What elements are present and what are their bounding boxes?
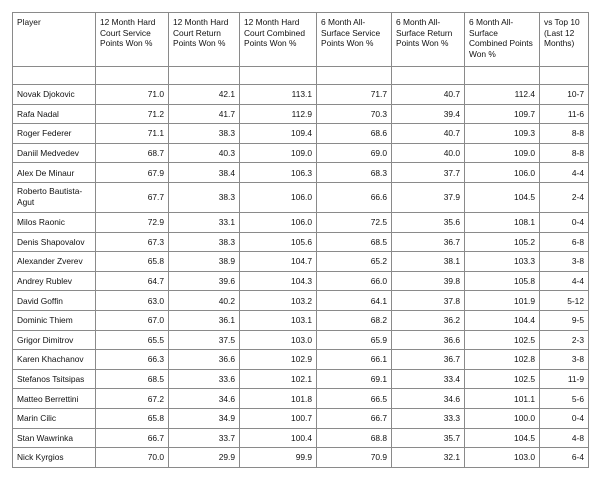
hard-combined-pct-cell: 99.9: [240, 448, 317, 468]
hard-service-pct-cell: 65.8: [96, 408, 169, 428]
player-name-cell: Grigor Dimitrov: [13, 330, 96, 350]
hard-combined-pct-cell: 105.6: [240, 232, 317, 252]
vs-top10-record-cell: 8-8: [540, 143, 589, 163]
header-vs-top10: vs Top 10 (Last 12 Months): [540, 13, 589, 67]
hard-service-pct-cell: 67.0: [96, 310, 169, 330]
hard-return-pct-cell: 38.4: [169, 163, 240, 183]
hard-combined-pct-cell: 101.8: [240, 389, 317, 409]
all-combined-pct-cell: 104.5: [465, 428, 540, 448]
table-row: [13, 389, 589, 409]
vs-top10-record-cell: 0-4: [540, 212, 589, 232]
player-name-cell: Karen Khachanov: [13, 350, 96, 370]
hard-combined-pct-cell: 103.2: [240, 291, 317, 311]
player-name-cell: Novak Djokovic: [13, 85, 96, 105]
vs-top10-record-cell: 4-4: [540, 163, 589, 183]
hard-return-pct-cell: 38.3: [169, 124, 240, 144]
player-name-cell: Daniil Medvedev: [13, 143, 96, 163]
hard-combined-pct-cell: 102.9: [240, 350, 317, 370]
hard-combined-pct-cell: 104.3: [240, 271, 317, 291]
all-service-pct-cell: 69.1: [317, 369, 392, 389]
player-name-cell: Milos Raonic: [13, 212, 96, 232]
hard-service-pct-cell: 63.0: [96, 291, 169, 311]
all-return-pct-cell: 37.9: [392, 182, 465, 212]
all-service-pct-cell: 66.7: [317, 408, 392, 428]
player-name-cell: Andrey Rublev: [13, 271, 96, 291]
hard-return-pct-cell: 34.9: [169, 408, 240, 428]
vs-top10-record-cell: 8-8: [540, 124, 589, 144]
all-service-pct-cell: 68.2: [317, 310, 392, 330]
all-service-pct-cell: 66.5: [317, 389, 392, 409]
all-combined-pct-cell: 108.1: [465, 212, 540, 232]
player-name-cell: Marin Cilic: [13, 408, 96, 428]
all-combined-pct-cell: 105.8: [465, 271, 540, 291]
hard-return-pct-cell: 40.2: [169, 291, 240, 311]
all-service-pct-cell: 72.5: [317, 212, 392, 232]
vs-top10-record-cell: 3-8: [540, 252, 589, 272]
hard-return-pct-cell: 41.7: [169, 104, 240, 124]
hard-service-pct-cell: 67.2: [96, 389, 169, 409]
hard-return-pct-cell: 38.3: [169, 232, 240, 252]
table-row: [13, 124, 589, 144]
vs-top10-record-cell: 3-8: [540, 350, 589, 370]
hard-combined-pct-cell: 109.4: [240, 124, 317, 144]
all-service-pct-cell: 68.5: [317, 232, 392, 252]
hard-return-pct-cell: 36.6: [169, 350, 240, 370]
all-return-pct-cell: 36.7: [392, 350, 465, 370]
all-service-pct-cell: 69.0: [317, 143, 392, 163]
hard-service-pct-cell: 65.8: [96, 252, 169, 272]
hard-return-pct-cell: 29.9: [169, 448, 240, 468]
header-12m-hard-service: 12 Month Hard Court Service Points Won %: [96, 13, 169, 67]
hard-combined-pct-cell: 104.7: [240, 252, 317, 272]
all-service-pct-cell: 70.9: [317, 448, 392, 468]
all-return-pct-cell: 35.7: [392, 428, 465, 448]
hard-return-pct-cell: 33.6: [169, 369, 240, 389]
header-6m-all-service: 6 Month All-Surface Service Points Won %: [317, 13, 392, 67]
player-name-cell: Stan Wawrinka: [13, 428, 96, 448]
hard-return-pct-cell: 36.1: [169, 310, 240, 330]
hard-return-pct-cell: 33.1: [169, 212, 240, 232]
all-combined-pct-cell: 105.2: [465, 232, 540, 252]
all-return-pct-cell: 39.4: [392, 104, 465, 124]
table-row: [13, 143, 589, 163]
table-row: [13, 85, 589, 105]
all-combined-pct-cell: 100.0: [465, 408, 540, 428]
table-row: [13, 104, 589, 124]
blank-cell: [96, 67, 169, 85]
all-service-pct-cell: 68.6: [317, 124, 392, 144]
all-return-pct-cell: 36.2: [392, 310, 465, 330]
player-name-cell: Alexander Zverev: [13, 252, 96, 272]
all-return-pct-cell: 32.1: [392, 448, 465, 468]
blank-cell: [392, 67, 465, 85]
table-row: [13, 182, 589, 212]
vs-top10-record-cell: 5-6: [540, 389, 589, 409]
all-service-pct-cell: 70.3: [317, 104, 392, 124]
hard-combined-pct-cell: 106.0: [240, 212, 317, 232]
all-return-pct-cell: 40.0: [392, 143, 465, 163]
blank-cell: [169, 67, 240, 85]
hard-combined-pct-cell: 106.3: [240, 163, 317, 183]
vs-top10-record-cell: 11-9: [540, 369, 589, 389]
hard-service-pct-cell: 67.9: [96, 163, 169, 183]
hard-return-pct-cell: 42.1: [169, 85, 240, 105]
blank-cell: [13, 67, 96, 85]
table-row: [13, 252, 589, 272]
hard-service-pct-cell: 67.3: [96, 232, 169, 252]
header-6m-all-return: 6 Month All-Surface Return Points Won %: [392, 13, 465, 67]
header-12m-hard-return: 12 Month Hard Court Return Points Won %: [169, 13, 240, 67]
table-row: [13, 428, 589, 448]
all-return-pct-cell: 39.8: [392, 271, 465, 291]
vs-top10-record-cell: 5-12: [540, 291, 589, 311]
all-service-pct-cell: 66.0: [317, 271, 392, 291]
all-return-pct-cell: 33.4: [392, 369, 465, 389]
all-return-pct-cell: 40.7: [392, 124, 465, 144]
all-service-pct-cell: 66.1: [317, 350, 392, 370]
all-combined-pct-cell: 101.9: [465, 291, 540, 311]
player-name-cell: Roger Federer: [13, 124, 96, 144]
all-combined-pct-cell: 102.5: [465, 369, 540, 389]
all-return-pct-cell: 35.6: [392, 212, 465, 232]
table-row: [13, 448, 589, 468]
player-name-cell: Rafa Nadal: [13, 104, 96, 124]
table-row: [13, 291, 589, 311]
all-service-pct-cell: 66.6: [317, 182, 392, 212]
vs-top10-record-cell: 2-3: [540, 330, 589, 350]
all-return-pct-cell: 36.7: [392, 232, 465, 252]
table-row: [13, 212, 589, 232]
all-return-pct-cell: 38.1: [392, 252, 465, 272]
hard-combined-pct-cell: 102.1: [240, 369, 317, 389]
table-row: [13, 163, 589, 183]
hard-combined-pct-cell: 109.0: [240, 143, 317, 163]
all-return-pct-cell: 34.6: [392, 389, 465, 409]
all-return-pct-cell: 36.6: [392, 330, 465, 350]
blank-cell: [240, 67, 317, 85]
hard-return-pct-cell: 38.9: [169, 252, 240, 272]
vs-top10-record-cell: 11-6: [540, 104, 589, 124]
player-name-cell: Roberto Bautista-Agut: [13, 182, 96, 212]
blank-cell: [465, 67, 540, 85]
hard-return-pct-cell: 34.6: [169, 389, 240, 409]
table-row: [13, 271, 589, 291]
player-name-cell: Stefanos Tsitsipas: [13, 369, 96, 389]
hard-service-pct-cell: 66.7: [96, 428, 169, 448]
all-combined-pct-cell: 109.0: [465, 143, 540, 163]
all-combined-pct-cell: 103.3: [465, 252, 540, 272]
player-stats-table: [12, 12, 589, 468]
hard-return-pct-cell: 40.3: [169, 143, 240, 163]
all-combined-pct-cell: 112.4: [465, 85, 540, 105]
vs-top10-record-cell: 9-5: [540, 310, 589, 330]
all-combined-pct-cell: 109.7: [465, 104, 540, 124]
blank-cell: [540, 67, 589, 85]
all-combined-pct-cell: 102.5: [465, 330, 540, 350]
vs-top10-record-cell: 4-4: [540, 271, 589, 291]
vs-top10-record-cell: 6-8: [540, 232, 589, 252]
all-combined-pct-cell: 103.0: [465, 448, 540, 468]
hard-service-pct-cell: 65.5: [96, 330, 169, 350]
all-combined-pct-cell: 106.0: [465, 163, 540, 183]
hard-combined-pct-cell: 113.1: [240, 85, 317, 105]
hard-combined-pct-cell: 106.0: [240, 182, 317, 212]
player-name-cell: Matteo Berrettini: [13, 389, 96, 409]
hard-service-pct-cell: 70.0: [96, 448, 169, 468]
all-service-pct-cell: 68.8: [317, 428, 392, 448]
all-service-pct-cell: 64.1: [317, 291, 392, 311]
blank-row: [13, 67, 589, 85]
hard-service-pct-cell: 64.7: [96, 271, 169, 291]
all-combined-pct-cell: 109.3: [465, 124, 540, 144]
hard-combined-pct-cell: 103.0: [240, 330, 317, 350]
all-service-pct-cell: 65.2: [317, 252, 392, 272]
table-row: [13, 330, 589, 350]
header-12m-hard-combined: 12 Month Hard Court Combined Points Won %: [240, 13, 317, 67]
header-player: Player: [13, 13, 96, 67]
hard-service-pct-cell: 68.5: [96, 369, 169, 389]
all-combined-pct-cell: 102.8: [465, 350, 540, 370]
hard-return-pct-cell: 39.6: [169, 271, 240, 291]
table-row: [13, 350, 589, 370]
all-return-pct-cell: 37.7: [392, 163, 465, 183]
hard-return-pct-cell: 33.7: [169, 428, 240, 448]
blank-cell: [317, 67, 392, 85]
player-name-cell: Denis Shapovalov: [13, 232, 96, 252]
hard-service-pct-cell: 68.7: [96, 143, 169, 163]
vs-top10-record-cell: 6-4: [540, 448, 589, 468]
hard-service-pct-cell: 71.0: [96, 85, 169, 105]
table-row: [13, 408, 589, 428]
header-6m-all-combined: 6 Month All-Surface Combined Points Won %: [465, 13, 540, 67]
hard-return-pct-cell: 37.5: [169, 330, 240, 350]
table-row: [13, 232, 589, 252]
table-row: [13, 310, 589, 330]
all-combined-pct-cell: 101.1: [465, 389, 540, 409]
all-combined-pct-cell: 104.4: [465, 310, 540, 330]
all-service-pct-cell: 65.9: [317, 330, 392, 350]
player-name-cell: David Goffin: [13, 291, 96, 311]
all-service-pct-cell: 68.3: [317, 163, 392, 183]
header-row: [13, 13, 589, 67]
vs-top10-record-cell: 4-8: [540, 428, 589, 448]
all-service-pct-cell: 71.7: [317, 85, 392, 105]
hard-service-pct-cell: 71.2: [96, 104, 169, 124]
all-combined-pct-cell: 104.5: [465, 182, 540, 212]
hard-return-pct-cell: 38.3: [169, 182, 240, 212]
hard-service-pct-cell: 67.7: [96, 182, 169, 212]
hard-service-pct-cell: 71.1: [96, 124, 169, 144]
player-name-cell: Alex De Minaur: [13, 163, 96, 183]
hard-combined-pct-cell: 103.1: [240, 310, 317, 330]
player-name-cell: Nick Kyrgios: [13, 448, 96, 468]
vs-top10-record-cell: 10-7: [540, 85, 589, 105]
table-row: [13, 369, 589, 389]
hard-combined-pct-cell: 100.7: [240, 408, 317, 428]
vs-top10-record-cell: 2-4: [540, 182, 589, 212]
hard-service-pct-cell: 72.9: [96, 212, 169, 232]
vs-top10-record-cell: 0-4: [540, 408, 589, 428]
player-name-cell: Dominic Thiem: [13, 310, 96, 330]
hard-combined-pct-cell: 100.4: [240, 428, 317, 448]
all-return-pct-cell: 37.8: [392, 291, 465, 311]
all-return-pct-cell: 40.7: [392, 85, 465, 105]
hard-combined-pct-cell: 112.9: [240, 104, 317, 124]
all-return-pct-cell: 33.3: [392, 408, 465, 428]
hard-service-pct-cell: 66.3: [96, 350, 169, 370]
